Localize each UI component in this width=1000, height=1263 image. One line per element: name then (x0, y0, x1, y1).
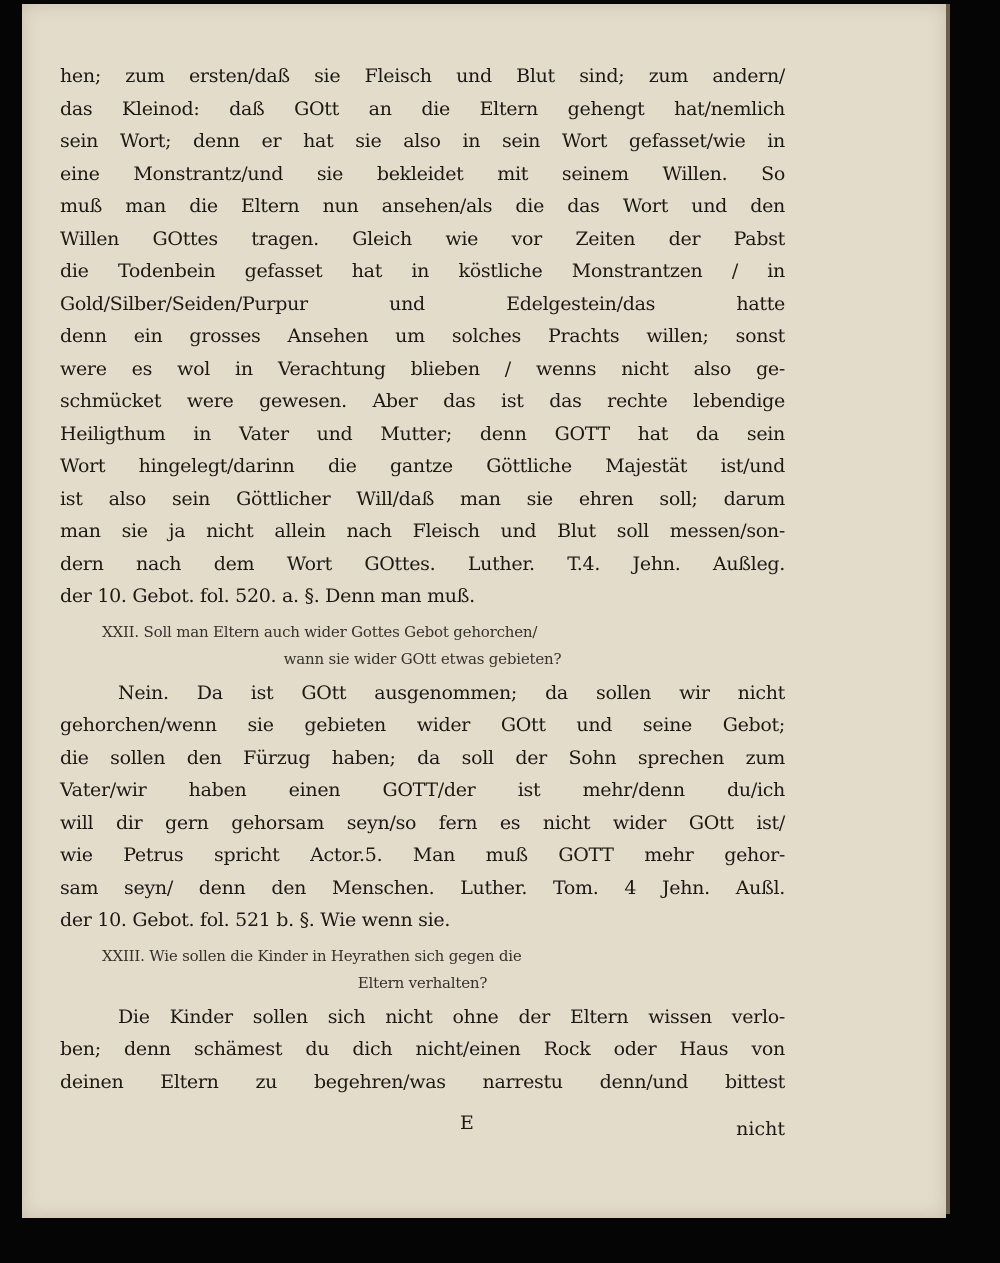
text-line: Gold/Silber/Seiden/Purpur und Edelgestein/das hatte (60, 292, 785, 315)
paragraph-3 (60, 1001, 785, 1099)
question-22-heading (60, 619, 785, 673)
text-line: sam seyn/ denn den Menschen. Luther. Tom. 4 Jehn. Außl. (60, 876, 785, 899)
text-line: Nein. Da ist GOtt ausgenommen; da sollen wir nicht (118, 681, 785, 704)
question-23-heading (60, 943, 785, 997)
text-line: Willen GOttes tragen. Gleich wie vor Zeiten der Pabst (60, 227, 785, 250)
text-line: die sollen den Fürzug haben; da soll der Sohn sprechen zum (60, 746, 785, 769)
page-edge (946, 4, 950, 1214)
text-line: will dir gern gehorsam seyn/so fern es nicht wider GOtt ist/ (60, 811, 785, 834)
text-line: eine Monstrantz/und sie bekleidet mit seinem Willen. So (60, 162, 785, 185)
text-line: deinen Eltern zu begehren/was narrestu denn/und bittest (60, 1070, 785, 1093)
text-line: das Kleinod: daß GOtt an die Eltern gehengt hat/nemlich (60, 97, 785, 120)
heading-line: XXIII. Wie sollen die Kinder in Heyrathen sich gegen die (102, 946, 522, 965)
text-line: Wort hingelegt/darinn die gantze Göttliche Majestät ist/und (60, 455, 785, 477)
heading-line: XXII. Soll man Eltern auch wider Gottes Gebot gehorchen/ (102, 622, 538, 641)
text-line: dern nach dem Wort GOttes. Luther. T.4. Jehn. Außleg. (60, 552, 785, 575)
text-line: were es wol in Verachtung blieben / wenns nicht also ge- (60, 357, 785, 380)
text-line: hen; zum ersten/daß sie Fleisch und Blut sind; zum andern/ (60, 65, 785, 87)
text-line: die Todenbein gefasset hat in köstliche Monstrantzen / in (60, 260, 785, 282)
page-footer (60, 1104, 785, 1142)
text-line: denn ein grosses Ansehen um solches Prachts willen; sonst (60, 325, 785, 347)
text-line: wie Petrus spricht Actor.5. Man muß GOTT mehr gehor- (60, 844, 785, 866)
paragraph-2 (60, 677, 785, 937)
text-line: ben; denn schämest du dich nicht/einen Rock oder Haus von (60, 1038, 785, 1060)
text-line: man sie ja nicht allein nach Fleisch und Blut soll messen/son- (60, 520, 785, 542)
signature-mark: E (460, 1112, 474, 1134)
text-line: Vater/wir haben einen GOTT/der ist mehr/denn du/ich (60, 779, 785, 801)
text-line: schmücket were gewesen. Aber das ist das rechte lebendige (60, 390, 785, 412)
paragraph-1 (60, 60, 785, 613)
text-line: der 10. Gebot. fol. 520. a. §. Denn man muß. (60, 585, 475, 607)
heading-line: Eltern verhalten? (357, 973, 488, 992)
catchword: nicht (736, 1118, 785, 1140)
text-line: der 10. Gebot. fol. 521 b. §. Wie wenn sie. (60, 909, 451, 931)
text-line: Die Kinder sollen sich nicht ohne der Eltern wissen verlo- (118, 1005, 785, 1028)
text-line: ist also sein Göttlicher Will/daß man sie ehren soll; darum (60, 487, 785, 510)
text-line: muß man die Eltern nun ansehen/als die das Wort und den (60, 195, 785, 217)
text-line: gehorchen/wenn sie gebieten wider GOtt und seine Gebot; (60, 714, 785, 736)
heading-line: wann sie wider GOtt etwas gebieten? (283, 649, 562, 668)
text-line: Heiligthum in Vater und Mutter; denn GOTT hat da sein (60, 422, 785, 445)
page-text (60, 60, 785, 1142)
text-line: sein Wort; denn er hat sie also in sein Wort gefasset/wie in (60, 130, 785, 152)
